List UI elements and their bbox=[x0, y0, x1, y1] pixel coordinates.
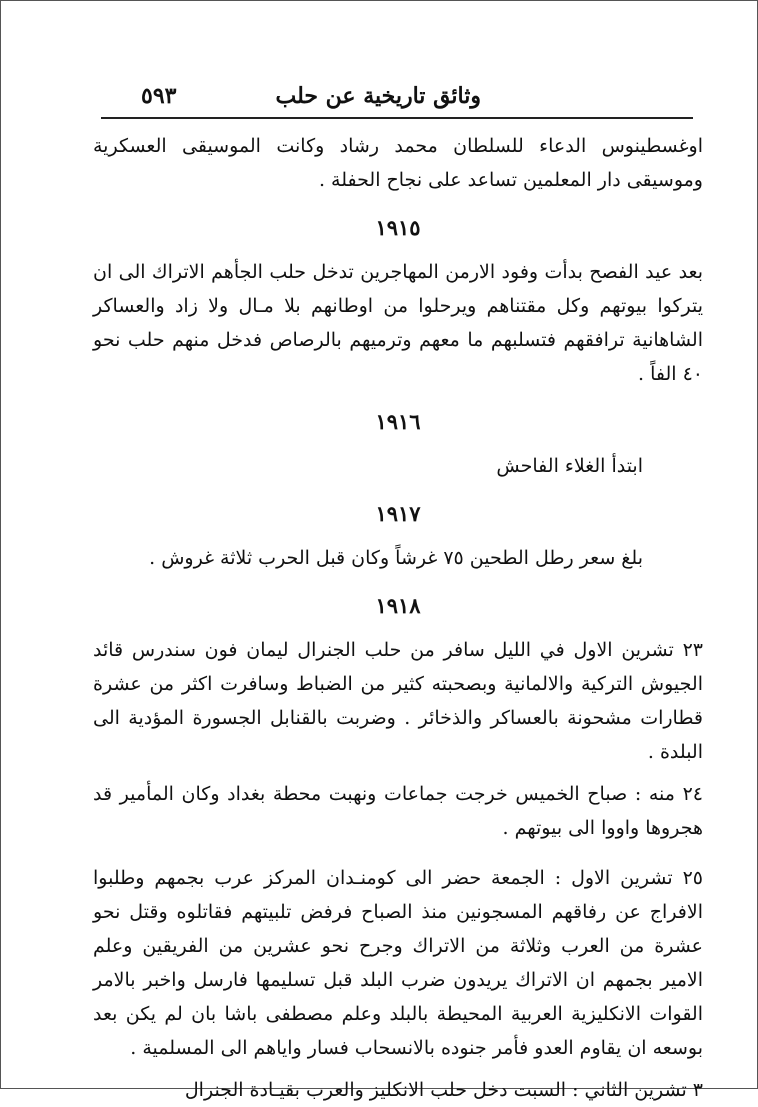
paragraph-prayer-sultan: اوغسطينوس الدعاء للسلطان محمد رشاد وكانت الموسيقى العسكرية وموسيقى دار المعلمين تساعد على نجاح الحفلة . bbox=[93, 135, 703, 191]
paragraph-flour-price: بلغ سعر رطل الطحين ٧٥ غرشاً وكان قبل الحرب ثلاثة غروش . bbox=[149, 547, 643, 569]
paragraph-nov-3: ٣ تشرين الثاني : السبت دخل حلب الانكليز والعرب بقيـادة الجنرال bbox=[184, 1079, 703, 1101]
spacer bbox=[93, 845, 703, 861]
paragraph-oct-24: ٢٤ منه : صباح الخميس خرجت جماعات ونهبت محطة بغداد وكان المأمير قد هجروها واووا الى بيوتهم . bbox=[93, 783, 703, 839]
year-heading-1915: ١٩١٥ bbox=[375, 215, 421, 240]
page-header bbox=[101, 83, 661, 113]
document-body bbox=[93, 129, 703, 1107]
spacer bbox=[93, 1065, 703, 1073]
year-heading-1916: ١٩١٦ bbox=[375, 409, 421, 434]
page-number: ٥٩٣ bbox=[141, 83, 177, 109]
running-title: وثائق تاريخية عن حلب bbox=[275, 83, 481, 109]
year-heading-1917: ١٩١٧ bbox=[375, 501, 421, 526]
year-heading-1918: ١٩١٨ bbox=[375, 593, 421, 618]
paragraph-oct-23: ٢٣ تشرين الاول في الليل سافر من حلب الجنرال ليمان فون سندرس قائد الجيوش التركية والالمانية وبصحبته كثير من الضباط وسافرت اكثر من عشرة قطارات مشحونة بالعساكر والذخائر . وضربت بالقنابل الجسورة المؤدية الى البلدة . bbox=[93, 639, 704, 763]
paragraph-armenian-refugees: بعد عيد الفصح بدأت وفود الارمن المهاجرين تدخل حلب الجأهم الاتراك الى ان يتركوا بيوتهم وكل مقتناهم ويرحلوا من اوطانهم بلا مـال ولا زاد والعساكر الشاهانية ترافقهم فتسلبهم ما معهم وترميهم بالرصاص فدخل منهم حلب نحو ٤٠ الفاً . bbox=[93, 261, 703, 385]
paragraph-high-prices: ابتدأ الغلاء الفاحش bbox=[496, 455, 643, 477]
spacer bbox=[93, 769, 703, 777]
paragraph-oct-25: ٢٥ تشرين الاول : الجمعة حضر الى كومنـدان المركز عرب بجمهم وطلبوا الافراج عن رفاقهم المسجونين منذ الصباح فرفض تلبيتهم فقاتلوه وقتل نحو عشرة من العرب وثلاثة من الاتراك وجرح نحو عشرين من الفريقين وعلم الامير بجمهم ان الاتراك يريدون ضرب البلد قبل تسليمها فارسل واخبر بالامر القوات الانكليزية العربية المحيطة بالبلد وعلم مصطفى باشا بان لم يكن بعد بوسعه ان يقاوم العدو فأمر جنوده بالانسحاب فسار واياهم الى المسلمية . bbox=[93, 867, 703, 1059]
header-rule bbox=[101, 117, 693, 119]
